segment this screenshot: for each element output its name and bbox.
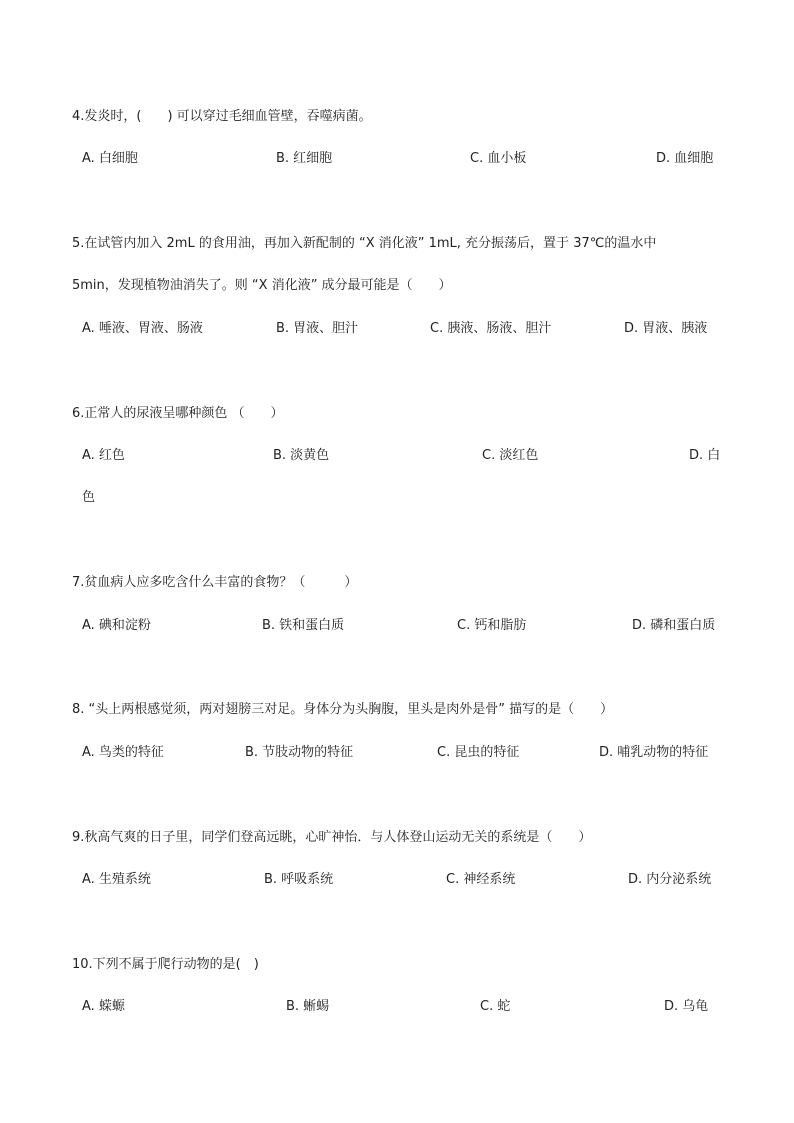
question-6-option-a: A. 红色 bbox=[82, 448, 125, 463]
question-9-option-d: D. 内分泌系统 bbox=[628, 872, 712, 887]
question-7-option-c: C. 钙和脂肪 bbox=[457, 618, 527, 633]
question-4-option-a: A. 白细胞 bbox=[82, 151, 138, 166]
question-7-option-b: B. 铁和蛋白质 bbox=[262, 618, 345, 633]
question-7-option-a: A. 碘和淀粉 bbox=[82, 618, 151, 633]
question-10-option-a: A. 蝾螈 bbox=[82, 999, 125, 1014]
question-5-stem-line-1: 5.在试管内加入 2mL 的食用油，再加入新配制的 “X 消化液” 1mL, 充分振荡后，置于 37℃的温水中 bbox=[72, 236, 657, 251]
question-7-stem: 7.贫血病人应多吃含什么丰富的食物？（ ） bbox=[72, 575, 358, 590]
question-8-option-c: C. 昆虫的特征 bbox=[437, 745, 520, 760]
question-5-option-b: B. 胃液、胆汁 bbox=[276, 321, 359, 336]
question-8-option-d: D. 哺乳动物的特征 bbox=[599, 745, 709, 760]
question-8-stem: 8. “头上两根感觉须，两对翅膀三对足。身体分为头胸腹，里头是肉外是骨” 描写的是（ ） bbox=[72, 702, 614, 717]
question-5-option-d: D. 胃液、胰液 bbox=[624, 321, 708, 336]
question-9-option-c: C. 神经系统 bbox=[446, 872, 516, 887]
question-8-option-b: B. 节肢动物的特征 bbox=[245, 745, 354, 760]
question-6-option-c: C. 淡红色 bbox=[482, 448, 539, 463]
question-7-option-d: D. 磷和蛋白质 bbox=[632, 618, 716, 633]
question-6-option-d-continuation: 色 bbox=[82, 490, 96, 505]
question-9-option-b: B. 呼吸系统 bbox=[264, 872, 334, 887]
question-5-option-c: C. 胰液、肠液、胆汁 bbox=[430, 321, 552, 336]
question-6-option-b: B. 淡黄色 bbox=[273, 448, 330, 463]
question-4-option-b: B. 红细胞 bbox=[276, 151, 333, 166]
question-6-stem: 6.正常人的尿液呈哪种颜色 （ ） bbox=[72, 406, 284, 421]
question-4-option-d: D. 血细胞 bbox=[656, 151, 714, 166]
question-10-stem: 10.下列不属于爬行动物的是( ) bbox=[72, 957, 259, 972]
question-8-option-a: A. 鸟类的特征 bbox=[82, 745, 164, 760]
question-6-option-d: D. 白 bbox=[689, 448, 721, 463]
question-9-option-a: A. 生殖系统 bbox=[82, 872, 151, 887]
question-5-stem-line-2: 5min，发现植物油消失了。则 “X 消化液” 成分最可能是（ ） bbox=[72, 278, 452, 293]
question-4-stem: 4.发炎时，( ) 可以穿过毛细血管壁，吞噬病菌。 bbox=[72, 109, 372, 124]
question-5-option-a: A. 唾液、胃液、肠液 bbox=[82, 321, 203, 336]
question-10-option-c: C. 蛇 bbox=[480, 999, 511, 1014]
question-4-option-c: C. 血小板 bbox=[470, 151, 527, 166]
question-9-stem: 9.秋高气爽的日子里，同学们登高远眺，心旷神怡．与人体登山运动无关的系统是（ ） bbox=[72, 830, 592, 845]
question-10-option-b: B. 蜥蜴 bbox=[286, 999, 330, 1014]
question-10-option-d: D. 乌龟 bbox=[664, 999, 709, 1014]
